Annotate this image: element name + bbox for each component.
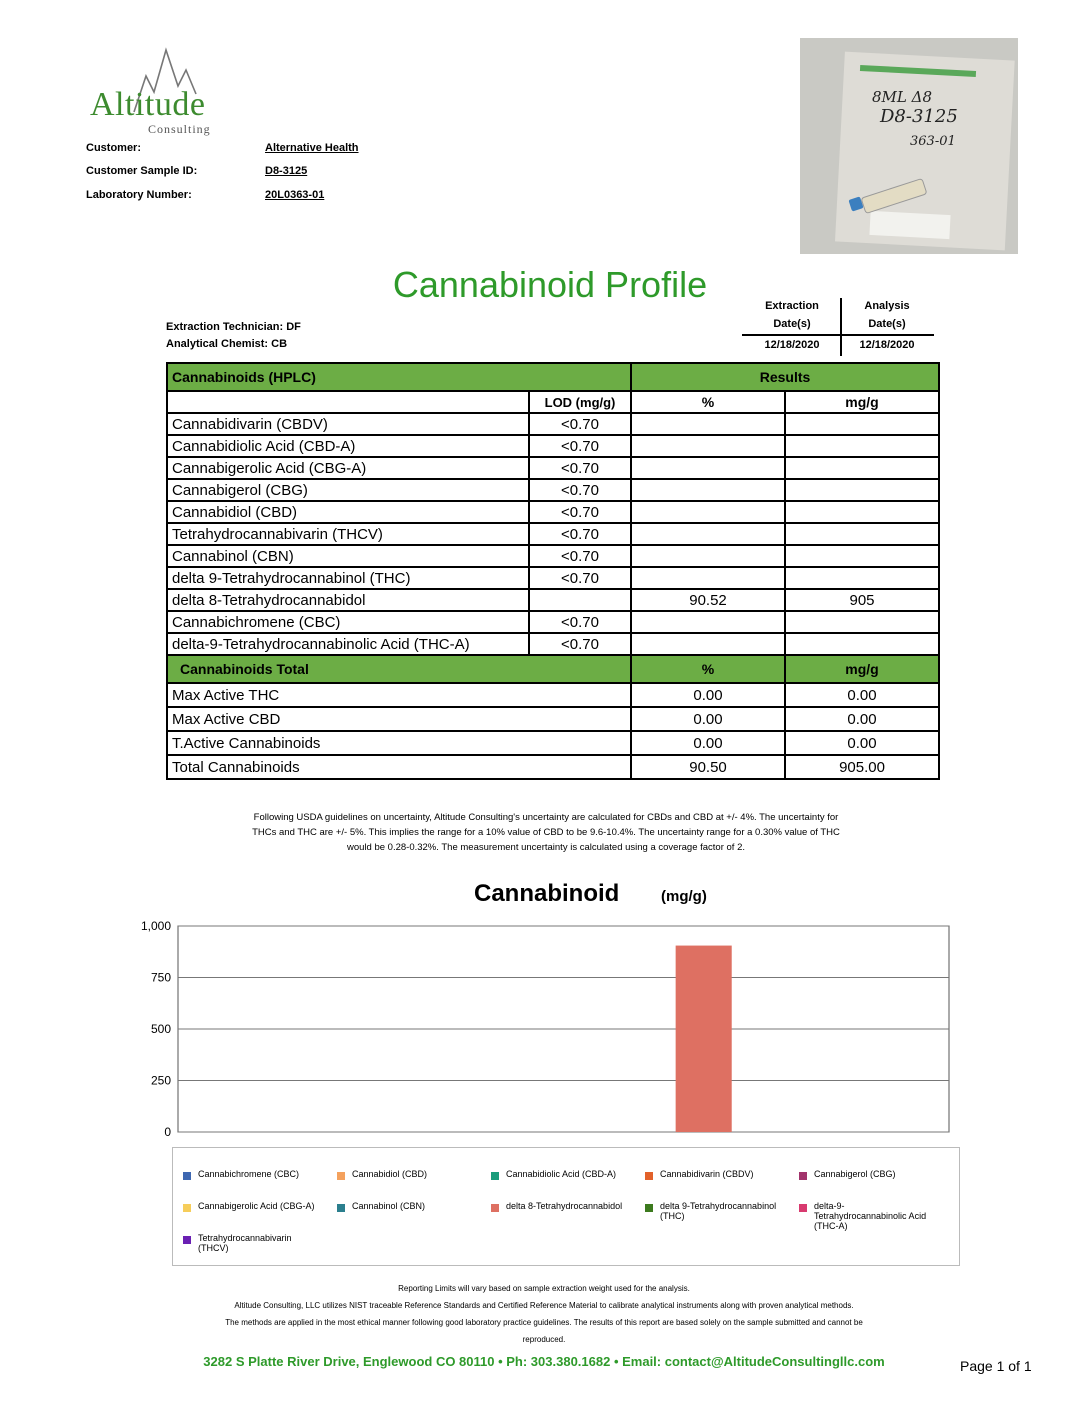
table-row [167, 413, 939, 435]
y-tick-label: 250 [150, 1073, 171, 1088]
lod-value [529, 589, 631, 611]
table-row [167, 589, 939, 611]
analyte-name: Tetrahydrocannabivarin (THCV) [167, 523, 529, 545]
analytical-chemist: Analytical Chemist: CB [166, 338, 288, 350]
analyte-name: delta 9-Tetrahydrocannabinol (THC) [167, 567, 529, 589]
table-header-row [167, 363, 939, 391]
table-row [167, 611, 939, 633]
lod-value: <0.70 [529, 545, 631, 567]
lab-number-value: 20L0363-01 [265, 189, 325, 201]
analyte-name: Cannabidiolic Acid (CBD-A) [167, 435, 529, 457]
legend-label: Tetrahydrocannabivarin (THCV) [198, 1233, 292, 1253]
page-number: Page 1 of 1 [960, 1358, 1032, 1374]
y-tick-label: 1,000 [140, 919, 171, 933]
percent-value: 90.52 [631, 589, 785, 611]
uncertainty-note [196, 810, 896, 855]
footer-line: Reporting Limits will vary based on sample extraction weight used for the analysis. [398, 1284, 690, 1293]
total-percent: 0.00 [631, 731, 785, 755]
lod-value: <0.70 [529, 501, 631, 523]
mgg-value [785, 523, 939, 545]
sample-id-value: D8-3125 [265, 165, 308, 177]
legend-swatch [491, 1204, 499, 1212]
chart-unit: (mg/g) [661, 888, 707, 905]
totals-header-mgg: mg/g [785, 655, 939, 683]
table-row [167, 523, 939, 545]
total-percent: 90.50 [631, 755, 785, 779]
total-mgg: 0.00 [785, 683, 939, 707]
percent-value [631, 567, 785, 589]
results-table [166, 362, 940, 780]
legend-label: Cannabinol (CBN) [352, 1201, 426, 1211]
analysis-date-header-2: Date(s) [868, 318, 906, 330]
uncertainty-note-line: would be 0.28-0.32%. The measurement uncertainty is calculated using a coverage factor of 2. [347, 842, 745, 853]
sample-bag-image [800, 38, 1018, 254]
mgg-value [785, 413, 939, 435]
lod-value: <0.70 [529, 633, 631, 655]
lod-value: <0.70 [529, 567, 631, 589]
y-tick-label: 750 [150, 970, 171, 985]
legend-label: delta-9-Tetrahydrocannabinolic Acid (THC-A) [814, 1201, 927, 1231]
total-mgg: 0.00 [785, 731, 939, 755]
analyte-name: Cannabigerol (CBG) [167, 479, 529, 501]
totals-header-label: Cannabinoids Total [167, 655, 631, 683]
table-row [167, 545, 939, 567]
lod-value: <0.70 [529, 611, 631, 633]
mgg-value [785, 611, 939, 633]
legend-swatch [799, 1172, 807, 1180]
table-row [167, 501, 939, 523]
mgg-value [785, 545, 939, 567]
total-mgg: 905.00 [785, 755, 939, 779]
extraction-technician: Extraction Technician: DF [166, 321, 301, 333]
extraction-date-header-2: Date(s) [773, 318, 811, 330]
customer-value: Alternative Health [265, 142, 359, 154]
table-row [167, 633, 939, 655]
mgg-value [785, 479, 939, 501]
bar [676, 946, 732, 1132]
sample-id-label: Customer Sample ID: [86, 165, 198, 177]
legend-label: delta 9-Tetrahydrocannabinol (THC) [660, 1201, 777, 1221]
legend-swatch [337, 1204, 345, 1212]
total-percent: 0.00 [631, 683, 785, 707]
y-tick-label: 0 [164, 1125, 171, 1139]
header-results: Results [631, 363, 939, 391]
total-mgg: 0.00 [785, 707, 939, 731]
legend-label: Cannabidiol (CBD) [352, 1169, 428, 1179]
analyte-name: Cannabidiol (CBD) [167, 501, 529, 523]
sample-photo [800, 38, 1018, 254]
totals-header-row [167, 655, 939, 683]
legend-label: Cannabidivarin (CBDV) [660, 1169, 754, 1179]
totals-row [167, 707, 939, 731]
header-cannabinoids: Cannabinoids (HPLC) [167, 363, 631, 391]
chart-title: Cannabinoid [474, 880, 620, 907]
percent-value [631, 479, 785, 501]
customer-label: Customer: [86, 142, 142, 154]
footer-line: Altitude Consulting, LLC utilizes NIST traceable Reference Standards and Certified Reference Material to calibrate analytical instruments along with proven analytical methods. [234, 1301, 854, 1310]
total-name: Total Cannabinoids [167, 755, 631, 779]
percent-value [631, 413, 785, 435]
dates-divider [742, 334, 934, 336]
footer-line: reproduced. [522, 1335, 566, 1344]
page-title: Cannabinoid Profile [392, 264, 708, 305]
mgg-value [785, 633, 939, 655]
mgg-value [785, 567, 939, 589]
analysis-date-header-1: Analysis [864, 300, 910, 312]
uncertainty-note-line: Following USDA guidelines on uncertainty, Altitude Consulting's uncertainty are calculated for CBDs and CBD at +/- 4%. The uncertainty for [253, 812, 839, 823]
contact-address: 3282 S Platte River Drive, Englewood CO 80110 • Ph: 303.380.1682 • Email: contact@AltitudeConsultingllc.com [203, 1354, 885, 1369]
analyte-name: Cannabichromene (CBC) [167, 611, 529, 633]
legend-label: delta 8-Tetrahydrocannabidol [506, 1201, 623, 1211]
company-logo [84, 42, 228, 138]
legend-swatch [337, 1172, 345, 1180]
legend-label: Cannabigerol (CBG) [814, 1169, 896, 1179]
column-header-name [167, 391, 529, 413]
legend-label: Cannabidiolic Acid (CBD-A) [506, 1169, 617, 1179]
mgg-value [785, 435, 939, 457]
percent-value [631, 545, 785, 567]
extraction-date-value: 12/18/2020 [764, 339, 820, 351]
percent-value [631, 633, 785, 655]
percent-value [631, 435, 785, 457]
column-header-row [167, 391, 939, 413]
totals-header-percent: % [631, 655, 785, 683]
legend-swatch [491, 1172, 499, 1180]
total-name: Max Active CBD [167, 707, 631, 731]
lod-value: <0.70 [529, 435, 631, 457]
total-percent: 0.00 [631, 707, 785, 731]
legend-swatch [645, 1204, 653, 1212]
percent-value [631, 523, 785, 545]
chart-legend [172, 1147, 960, 1266]
mgg-value [785, 501, 939, 523]
legend-swatch [799, 1204, 807, 1212]
total-name: Max Active THC [167, 683, 631, 707]
column-header-lod: LOD (mg/g) [529, 391, 631, 413]
percent-value [631, 611, 785, 633]
table-row [167, 435, 939, 457]
lod-value: <0.70 [529, 479, 631, 501]
analyte-name: Cannabidivarin (CBDV) [167, 413, 529, 435]
logo-subtitle: Consulting [148, 122, 211, 136]
lab-number-label: Laboratory Number: [86, 189, 192, 201]
analyte-name: Cannabinol (CBN) [167, 545, 529, 567]
totals-row [167, 731, 939, 755]
extraction-date-header-1: Extraction [765, 300, 819, 312]
legend-swatch [183, 1204, 191, 1212]
percent-value [631, 457, 785, 479]
lod-value: <0.70 [529, 523, 631, 545]
total-name: T.Active Cannabinoids [167, 731, 631, 755]
photo-handwriting-2: D8-3125 [880, 106, 958, 127]
legend-swatch [183, 1236, 191, 1244]
column-header-percent: % [631, 391, 785, 413]
photo-handwriting-1: 8ML Δ8 [872, 88, 933, 106]
logo-word: Altitude [90, 86, 206, 123]
footer-line: The methods are applied in the most ethical manner following good laboratory practice guidelines. The results of this report are based solely on the sample submitted and cannot be [225, 1318, 863, 1327]
legend-swatch [183, 1172, 191, 1180]
lod-value: <0.70 [529, 413, 631, 435]
lod-value: <0.70 [529, 457, 631, 479]
legend-label: Cannabichromene (CBC) [198, 1169, 300, 1179]
table-row [167, 479, 939, 501]
analyte-name: delta-9-Tetrahydrocannabinolic Acid (THC-A) [167, 633, 529, 655]
uncertainty-note-line: THCs and THC are +/- 5%. This implies the range for a 10% value of CBD to be 9.6-10.4%. The uncertainty range for a 0.30% value of THC [252, 827, 840, 838]
y-tick-label: 500 [150, 1022, 171, 1036]
totals-row [167, 683, 939, 707]
table-row [167, 457, 939, 479]
mgg-value [785, 457, 939, 479]
mgg-value: 905 [785, 589, 939, 611]
analysis-date-value: 12/18/2020 [859, 339, 915, 351]
totals-row [167, 755, 939, 779]
column-header-mgg: mg/g [785, 391, 939, 413]
analyte-name: delta 8-Tetrahydrocannabidol [167, 589, 529, 611]
analyte-name: Cannabigerolic Acid (CBG-A) [167, 457, 529, 479]
legend-label: Cannabigerolic Acid (CBG-A) [198, 1201, 315, 1211]
table-row [167, 567, 939, 589]
legend-swatch [645, 1172, 653, 1180]
cannabinoid-bar-chart [120, 915, 960, 1145]
percent-value [631, 501, 785, 523]
photo-handwriting-3: 363-01 [910, 134, 956, 149]
